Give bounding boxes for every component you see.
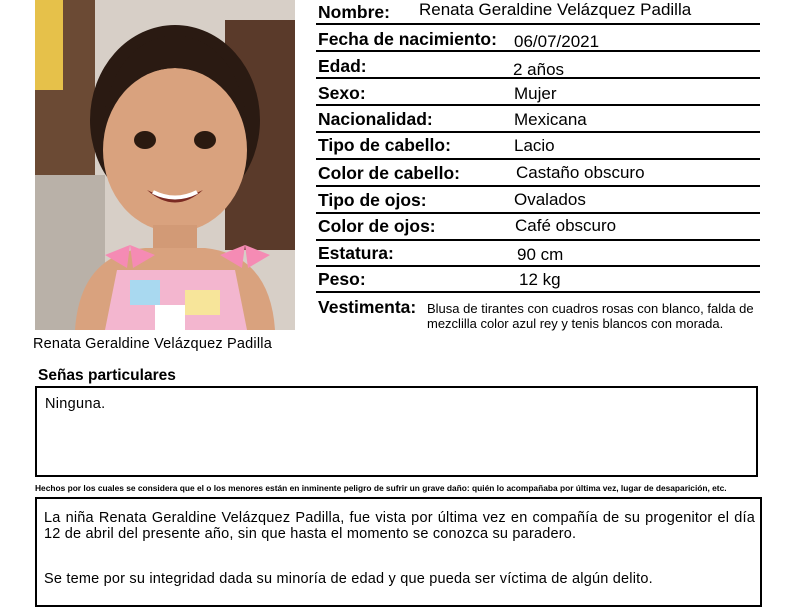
label-estatura: Estatura: (318, 243, 394, 263)
label-fecha-nacimiento: Fecha de nacimiento: (318, 29, 497, 49)
child-photo (35, 0, 295, 330)
value-estatura: 90 cm (517, 245, 564, 264)
row-nacionalidad (316, 106, 760, 133)
hechos-paragraph-2: Se teme por su integridad dada su minoría de edad y que pueda ser víctima de algún delito. (44, 571, 653, 587)
row-color-ojos (316, 214, 760, 241)
label-nacionalidad: Nacionalidad: (318, 109, 433, 129)
row-tipo-ojos (316, 187, 760, 214)
hechos-title: Hechos por los cuales se considera que el o los menores están en inminente peligro de sufrir un grave daño: quién lo acompañaba por última vez, lugar de desaparición, etc. (35, 483, 727, 493)
label-edad: Edad: (318, 56, 367, 76)
label-color-ojos: Color de ojos: (318, 216, 436, 236)
label-tipo-cabello: Tipo de cabello: (318, 135, 451, 155)
label-vestimenta: Vestimenta: (318, 297, 417, 317)
label-tipo-ojos: Tipo de ojos: (318, 190, 427, 210)
value-edad: 2 años (513, 60, 565, 79)
label-nombre: Nombre: (318, 2, 390, 22)
row-fecha-nacimiento (316, 25, 760, 52)
row-sexo (316, 79, 760, 106)
label-sexo: Sexo: (318, 83, 366, 103)
value-peso: 12 kg (519, 270, 561, 289)
photo-caption: Renata Geraldine Velázquez Padilla (33, 336, 272, 352)
value-vestimenta: Blusa de tirantes con cuadros rosas con blanco, falda de mezclilla color azul rey y tenis blancos con morada. (427, 301, 754, 331)
value-color-ojos: Café obscuro (515, 216, 617, 235)
value-nombre: Renata Geraldine Velázquez Padilla (419, 0, 692, 19)
value-tipo-cabello: Lacio (514, 136, 555, 155)
senas-title: Señas particulares (38, 367, 176, 384)
hechos-paragraph-1: La niña Renata Geraldine Velázquez Padilla, fue vista por última vez en compañía de su progenitor el día 12 de abril del presente año, sin que hasta el momento se conozca su paradero. (44, 510, 755, 542)
value-color-cabello: Castaño obscuro (516, 163, 645, 182)
row-edad (316, 52, 760, 79)
senas-text: Ninguna. (45, 396, 106, 412)
row-color-cabello (316, 160, 760, 187)
row-estatura (316, 241, 760, 267)
row-tipo-cabello (316, 133, 760, 160)
value-tipo-ojos: Ovalados (514, 190, 586, 209)
senas-box (35, 386, 758, 477)
row-nombre (316, 0, 760, 25)
child-photo-illustration (35, 0, 295, 330)
label-peso: Peso: (318, 269, 366, 289)
value-nacionalidad: Mexicana (514, 110, 587, 129)
value-sexo: Mujer (514, 84, 557, 103)
label-color-cabello: Color de cabello: (318, 163, 460, 183)
value-fecha-nacimiento: 06/07/2021 (514, 32, 600, 51)
hechos-box (35, 497, 762, 607)
row-peso (316, 267, 760, 293)
